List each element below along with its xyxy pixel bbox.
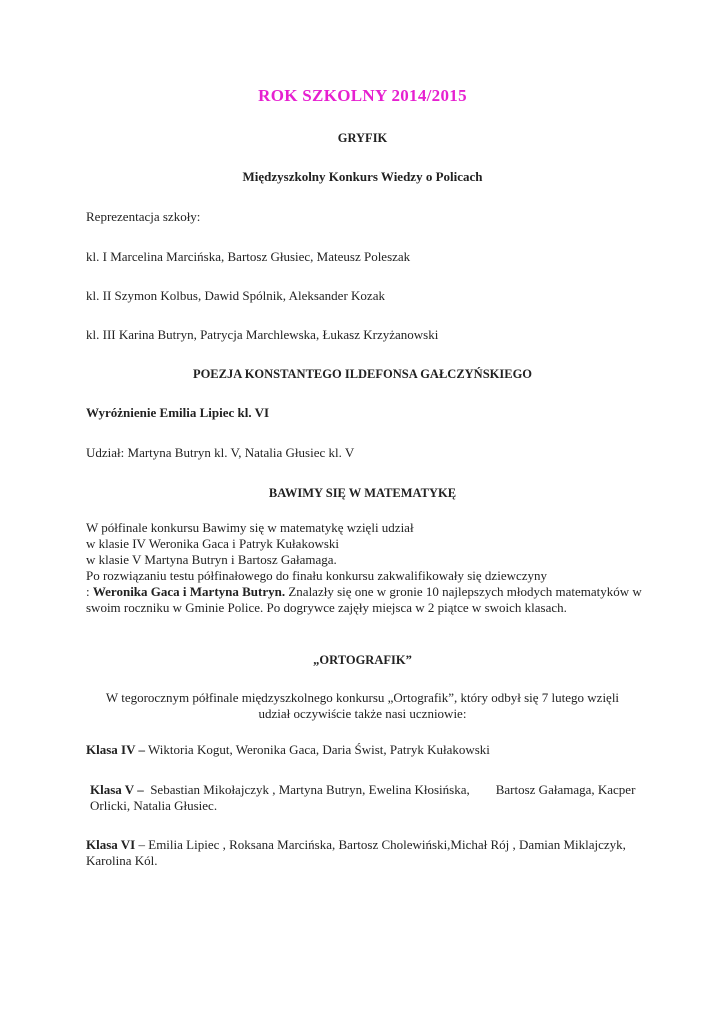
page-title: ROK SZKOLNY 2014/2015: [258, 86, 467, 105]
poezja-participation: Udział: Martyna Butryn kl. V, Natalia Głusiec kl. V: [86, 445, 355, 460]
ortografik-class-vi: [86, 837, 646, 869]
ortografik-intro-line-2: udział oczywiście także nasi uczniowie:: [258, 706, 467, 721]
class-names: Sebastian Mikołajczyk , Martyna Butryn, Ewelina Kłosińska, Bartosz Gałamaga, Kacper Orlicki, Natalia Głusiec.: [90, 782, 639, 813]
gryfik-row-class-1: kl. I Marcelina Marcińska, Bartosz Głusiec, Mateusz Poleszak: [86, 249, 411, 264]
matematyka-line-4: Po rozwiązaniu testu półfinałowego do finału konkursu zakwalifikowały się dziewczyny: [86, 568, 548, 583]
matematyka-heading: BAWIMY SIĘ W MATEMATYKĘ: [268, 486, 457, 500]
class-label: Klasa IV –: [86, 742, 145, 757]
matematyka-result-paragraph: [86, 584, 646, 616]
gryfik-row-class-3: kl. III Karina Butryn, Patrycja Marchlewska, Łukasz Krzyżanowski: [86, 327, 439, 342]
matematyka-line-3: w klasie V Martyna Butryn i Bartosz Gałamaga.: [86, 552, 337, 567]
ortografik-class-v: [90, 782, 646, 814]
matematyka-result-text: Znalazły się one w gronie 10 najlepszych młodych matematyków w swoim roczniku w Gminie Police. Po dogrywce zajęły miejsca w 2 piątce w swoich klasach.: [86, 584, 642, 615]
gryfik-subheading: Międzyszkolny Konkurs Wiedzy o Policach: [242, 169, 483, 184]
class-label: Klasa VI: [86, 837, 136, 852]
ortografik-intro-line-1: W tegorocznym półfinale międzyszkolnego konkursu „Ortografik”, który odbył się 7 lutego wzięli: [105, 690, 620, 705]
ortografik-class-iv: [86, 742, 646, 758]
gryfik-row-class-2: kl. II Szymon Kolbus, Dawid Spólnik, Aleksander Kozak: [86, 288, 385, 303]
class-label: Klasa V –: [90, 782, 144, 797]
finalists-names: Weronika Gaca i Martyna Butryn.: [92, 584, 286, 599]
finalists-prefix: :: [86, 584, 93, 599]
poezja-heading: POEZJA KONSTANTEGO ILDEFONSA GAŁCZYŃSKIEGO: [192, 367, 533, 381]
matematyka-line-1: W półfinale konkursu Bawimy się w matematykę wzięli udział: [86, 520, 414, 535]
poezja-award: Wyróżnienie Emilia Lipiec kl. VI: [86, 405, 270, 420]
gryfik-intro: Reprezentacja szkoły:: [86, 209, 201, 224]
class-names: Wiktoria Kogut, Weronika Gaca, Daria Świst, Patryk Kułakowski: [145, 742, 490, 757]
gryfik-heading: GRYFIK: [337, 131, 388, 145]
matematyka-line-2: w klasie IV Weronika Gaca i Patryk Kułakowski: [86, 536, 339, 551]
ortografik-heading: „ORTOGRAFIK”: [313, 653, 412, 667]
class-names: – Emilia Lipiec , Roksana Marcińska, Bartosz Cholewiński,Michał Rój , Damian Miklajczyk, Karolina Kól.: [86, 837, 626, 868]
